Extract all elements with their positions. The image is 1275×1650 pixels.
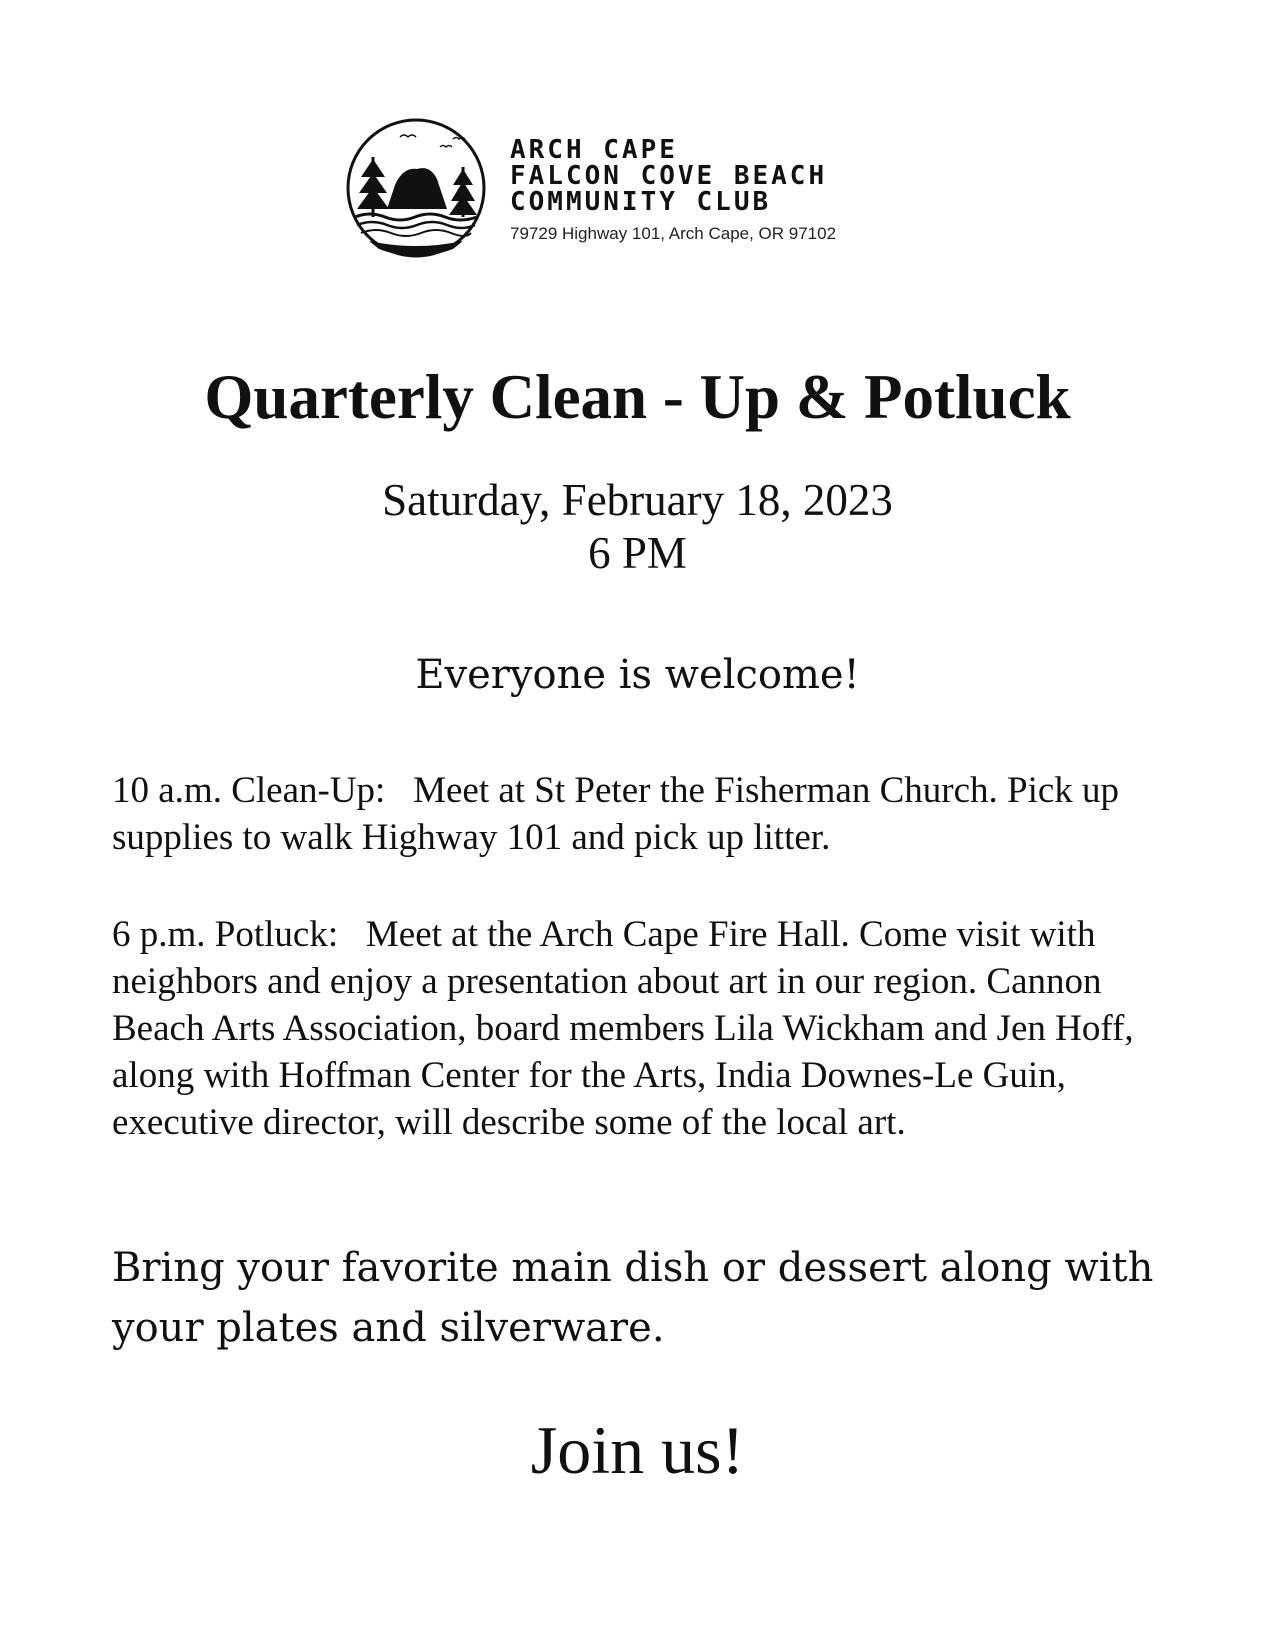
date-time-block [0,474,1275,580]
cleanup-paragraph [112,767,1172,861]
cleanup-label: 10 a.m. Clean-Up: [112,770,386,811]
potluck-paragraph [112,911,1172,1146]
org-address: 79729 Highway 101, Arch Cape, OR 97102 [510,224,837,243]
event-date: Saturday, February 18, 2023 [382,475,893,525]
event-title: Quarterly Clean - Up & Potluck [204,362,1071,432]
bring-instructions: Bring your favorite main dish or dessert along with your plates and silverware. [112,1245,1154,1351]
org-name-line-3: COMMUNITY CLUB [510,187,772,217]
cleanup-text: Meet at St Peter the Fisherman Church. Pick up supplies to walk Highway 101 and pick up litter. [112,770,1120,858]
event-time: 6 PM [588,528,687,578]
header [345,117,945,262]
welcome-text: Everyone is welcome! [415,652,860,698]
org-name-line-1: ARCH CAPE [510,135,678,165]
org-name-line-2: FALCON COVE BEACH [510,161,828,191]
potluck-label: 6 p.m. Potluck: [112,914,339,955]
org-block [510,137,836,245]
closing-text: Join us! [530,1412,745,1488]
arch-cape-rock-logo-icon [345,117,487,259]
potluck-text: Meet at the Arch Cape Fire Hall. Come visit with neighbors and enjoy a presentation about art in our region. Cannon Beach Arts Association, board members Lila Wickham and Jen Hoff, along with Hoffman Center for the Arts, India Downes-Le Guin, executive director, will describe some of the local art. [112,914,1134,1143]
